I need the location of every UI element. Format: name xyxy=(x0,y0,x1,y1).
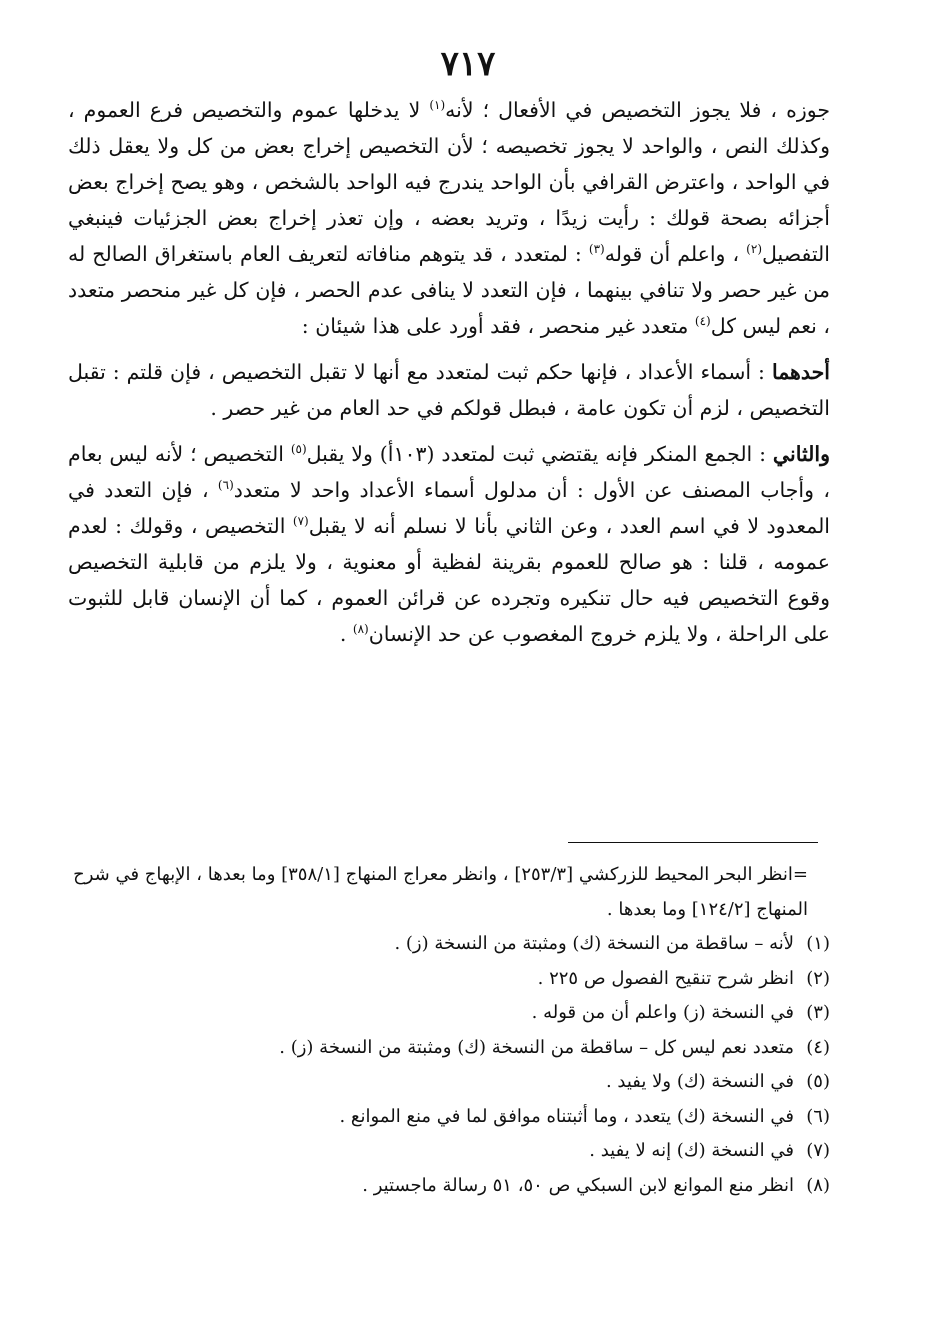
footnote-ref: (٥) xyxy=(290,442,307,457)
footnote-item xyxy=(70,1065,830,1100)
footnote-text: انظر منع الموانع لابن السبكي ص ٥٠، ٥١ رسالة ماجستير . xyxy=(362,1174,794,1196)
footnote-list xyxy=(70,927,830,1203)
footnote-ref: (١) xyxy=(429,98,446,113)
text-run: لا يدخلها عموم والتخصيص فرع العموم ، وكذلك النص ، والواحد لا يجوز تخصيصه ؛ لأن التخصيص إخراج بعض من كل ولا يعقل ذلك في الواحد ، واعترض القرافي بأن الواحد يندرج فيه الواحد بالشخص ، وهو يصح إخراج بعض أجزائه بصحة قولك : رأيت زيدًا ، وتريد بعضه ، وإن تعذر إخراج بعض الجزئيات فينبغي التفصيل xyxy=(68,98,830,266)
footnote-item xyxy=(70,927,830,962)
footnote-text: في النسخة (ز) واعلم أن من قوله . xyxy=(531,1002,794,1023)
paragraph-1 xyxy=(68,92,830,344)
footnote-number: (٧) xyxy=(806,1140,830,1161)
page-number: ٧١٧ xyxy=(440,44,496,84)
footnote-ref: (٨) xyxy=(352,622,369,637)
text-run: ، فإن التعدد في المعدود لا في اسم العدد ، وعن الثاني بأنا لا نسلم أنه لا يقبل xyxy=(68,478,831,538)
footnotes xyxy=(70,858,830,1203)
footnote-text: في النسخة (ك) ولا يفيد . xyxy=(605,1071,794,1092)
footnote-item xyxy=(70,996,830,1031)
text-run: ، واعلم أن قوله xyxy=(604,242,747,266)
main-text xyxy=(68,92,830,652)
lead-word: أحدهما xyxy=(771,360,830,384)
footnote-number: (٨) xyxy=(806,1174,830,1196)
footnote-number: (١) xyxy=(806,933,830,954)
text-run: : لمتعدد ، قد يتوهم منافاته لتعريف العام باستغراق الصالح له من غير حصر ولا تنافي بينهما ، فإن التعدد لا ينافى عدم الحصر ، فإن كل غير منحصر متعدد ، نعم ليس كل xyxy=(68,242,830,338)
footnote-item xyxy=(70,962,830,997)
footnote-text: لأنه – ساقطة من النسخة (ك) ومثبتة من النسخة (ز) . xyxy=(394,933,794,954)
footnote-separator xyxy=(568,842,818,843)
footnote-item xyxy=(70,1100,830,1135)
footnote-ref: (٧) xyxy=(292,514,309,529)
text-run: : الجمع المنكر فإنه يقتضي ثبت لمتعدد (١٠٣أ) ولا يقبل xyxy=(306,442,773,466)
footnote-text: في النسخة (ك) يتعدد ، وما أثبتناه موافق لما في منع الموانع . xyxy=(339,1105,794,1127)
footnote-ref: (٣) xyxy=(588,242,605,257)
footnote-item xyxy=(70,1134,830,1169)
text-run: متعدد غير منحصر ، فقد أورد على هذا شيئان : xyxy=(301,314,695,338)
footnote-item xyxy=(70,1169,830,1204)
text-run: جوزه ، فلا يجوز التخصيص في الأفعال ؛ لأنه xyxy=(445,98,830,122)
text-run: التخصيص ؛ لأنه ليس بعام ، وأجاب المصنف عن الأول : أن مدلول أسماء الأعداد واحد لا متعدد xyxy=(68,442,830,502)
text-run: . xyxy=(339,622,353,646)
footnote-number: (٤) xyxy=(806,1036,830,1058)
footnote-number: (٦) xyxy=(806,1105,830,1127)
footnote-ref: (٤) xyxy=(694,314,711,329)
text-run: : أسماء الأعداد ، فإنها حكم ثبت لمتعدد مع أنها لا تقبل التخصيص ، فإن قلتم : تقبل التخصيص ، لزم أن تكون عامة ، فبطل قولكم في حد العام من غير حصر . xyxy=(68,360,830,420)
footnote-continuation: =انظر البحر المحيط للزركشي [٢٥٣/٣] ، وانظر معراج المنهاج [٣٥٨/١] وما بعدها ، الإبهاج في شرح المنهاج [١٢٤/٢] وما بعدها . xyxy=(73,864,808,920)
footnote-ref: (٢) xyxy=(746,242,762,257)
footnote-text: في النسخة (ك) إنه لا يفيد . xyxy=(589,1140,794,1161)
footnote-number: (٣) xyxy=(806,1002,830,1023)
paragraph-3 xyxy=(68,436,830,652)
lead-word: والثاني xyxy=(772,442,830,466)
footnote-item xyxy=(70,1031,830,1066)
text-run: التخصيص ، وقولك : لعدم عمومه ، قلنا : هو صالح للعموم بقرينة لفظية أو معنوية ، ولا يلزم من قابلية التخصيص وقوع التخصيص فيه حال تنكيره وتجرده عن قرائن العموم ، كما أن الإنسان قابل للثبوت على الراحلة ، ولا يلزم خروج المغصوب عن حد الإنسان xyxy=(68,514,830,646)
footnote-text: انظر شرح تنقيح الفصول ص ٢٢٥ . xyxy=(537,967,794,989)
footnote-text: متعدد نعم ليس كل – ساقطة من النسخة (ك) ومثبتة من النسخة (ز) . xyxy=(279,1036,794,1058)
paragraph-2 xyxy=(68,354,830,426)
footnote-number: (٢) xyxy=(806,967,830,989)
footnote-ref: (٦) xyxy=(217,478,234,493)
footnote-number: (٥) xyxy=(806,1071,830,1092)
